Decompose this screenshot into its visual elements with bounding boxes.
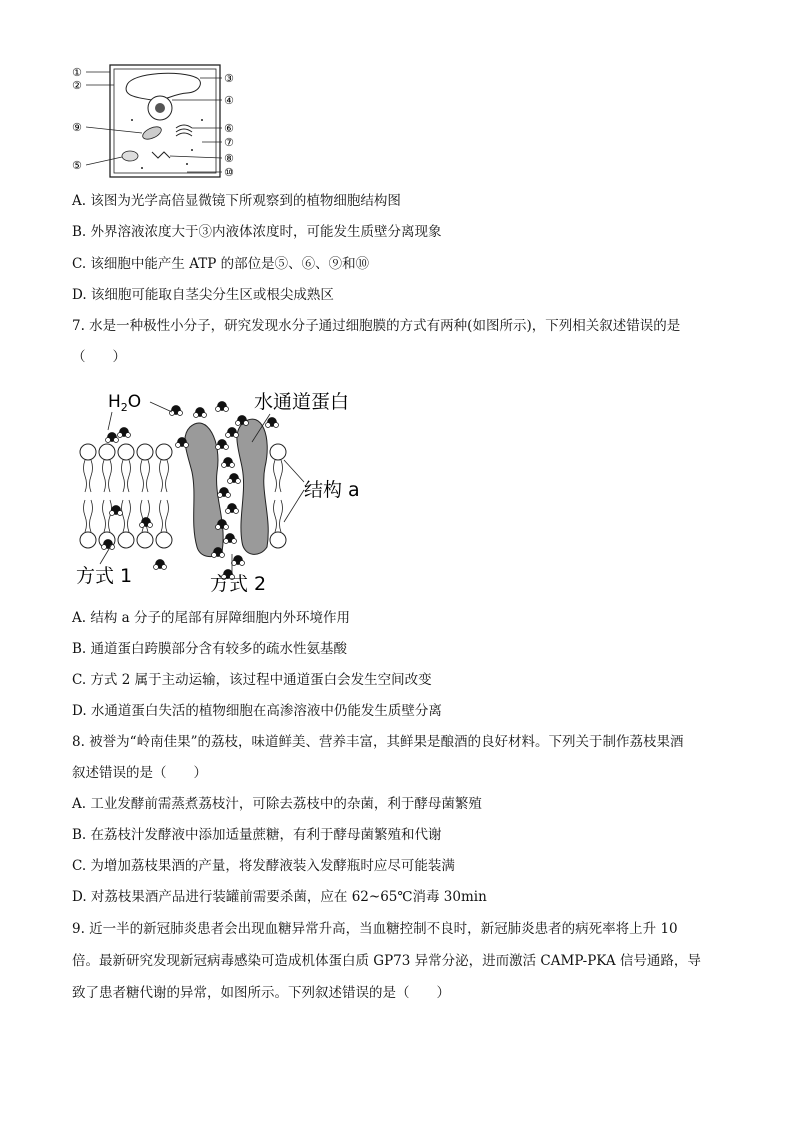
q7-option-d: D. 水通道蛋白失活的植物细胞在高渗溶液中仍能发生质壁分离 bbox=[72, 703, 442, 719]
q8-option-b: B. 在荔枝汁发酵液中添加适量蔗糖，有利于酵母菌繁殖和代谢 bbox=[72, 827, 442, 843]
q6-option-a: A. 该图为光学高倍显微镜下所观察到的植物细胞结构图 bbox=[72, 193, 401, 209]
membrane-diagram bbox=[72, 382, 392, 598]
q7-option-c: C. 方式 2 属于主动运输，该过程中通道蛋白会发生空间改变 bbox=[72, 672, 432, 688]
nucleolus-shape bbox=[155, 103, 165, 113]
q7-stem-blank: （ ） bbox=[72, 349, 126, 365]
structure-a-label: 结构 a bbox=[304, 479, 360, 501]
q6-option-d: D. 该细胞可能取自茎尖分生区或根尖成熟区 bbox=[72, 287, 334, 303]
h2o-label: $H_2O$ bbox=[108, 392, 142, 414]
q6-option-b: B. 外界溶液浓度大于③内液体浓度时，可能发生质壁分离现象 bbox=[72, 224, 442, 240]
q7-stem: 7. 水是一种极性小分子，研究发现水分子通过细胞膜的方式有两种(如图所示)，下列相关叙述错误的是 bbox=[72, 318, 681, 334]
q8-option-d: D. 对荔枝果酒产品进行装罐前需要杀菌，应在 62~65℃消毒 30min bbox=[72, 889, 487, 905]
q9-stem-1: 9. 近一半的新冠肺炎患者会出现血糖异常升高，当血糖控制不良时，新冠肺炎患者的病死率将上升 10 bbox=[72, 921, 678, 937]
way-1-label: 方式 1 bbox=[76, 565, 133, 587]
label-9: ⑨ bbox=[72, 121, 82, 134]
label-2: ② bbox=[72, 79, 82, 92]
way-2-label: 方式 2 bbox=[210, 573, 267, 595]
chloroplast-shape bbox=[141, 124, 163, 142]
label-4: ④ bbox=[224, 94, 234, 107]
q9-stem-3: 致了患者糖代谢的异常，如图所示。下列叙述错误的是（ ） bbox=[72, 985, 450, 1001]
q8-option-c: C. 为增加荔枝果酒的产量，将发酵液装入发酵瓶时应尽可能装满 bbox=[72, 858, 455, 874]
label-6: ⑥ bbox=[224, 122, 234, 135]
plant-cell-diagram bbox=[72, 60, 242, 182]
channel-protein-label: 水通道蛋白 bbox=[254, 391, 350, 413]
q9-stem-2: 倍。最新研究发现新冠病毒感染可造成机体蛋白质 GP73 异常分泌，进而激活 CAMP-PKA 信号通路，导 bbox=[72, 953, 701, 969]
q7-option-a: A. 结构 a 分子的尾部有屏障细胞内外环境作用 bbox=[72, 610, 350, 626]
label-3: ③ bbox=[224, 72, 234, 85]
channel-protein-right bbox=[237, 419, 268, 554]
golgi-shape bbox=[176, 125, 192, 136]
label-5: ⑤ bbox=[72, 159, 82, 172]
label-1: ① bbox=[72, 66, 82, 79]
mitochondrion-shape bbox=[122, 151, 138, 161]
q7-option-b: B. 通道蛋白跨膜部分含有较多的疏水性氨基酸 bbox=[72, 641, 348, 657]
q8-option-a: A. 工业发酵前需蒸煮荔枝汁，可除去荔枝中的杂菌，利于酵母菌繁殖 bbox=[72, 796, 482, 812]
q8-stem: 8. 被誉为“岭南佳果”的荔枝，味道鲜美、营养丰富，其鲜果是酿酒的良好材料。下列关于制作荔枝果酒 bbox=[72, 734, 684, 750]
label-10: ⑩ bbox=[224, 166, 234, 179]
q8-stem-cont: 叙述错误的是（ ） bbox=[72, 765, 207, 781]
q6-option-c: C. 该细胞中能产生 ATP 的部位是⑤、⑥、⑨和⑩ bbox=[72, 256, 370, 272]
label-7: ⑦ bbox=[224, 136, 234, 149]
er-shape bbox=[152, 152, 170, 158]
label-8: ⑧ bbox=[224, 152, 234, 165]
